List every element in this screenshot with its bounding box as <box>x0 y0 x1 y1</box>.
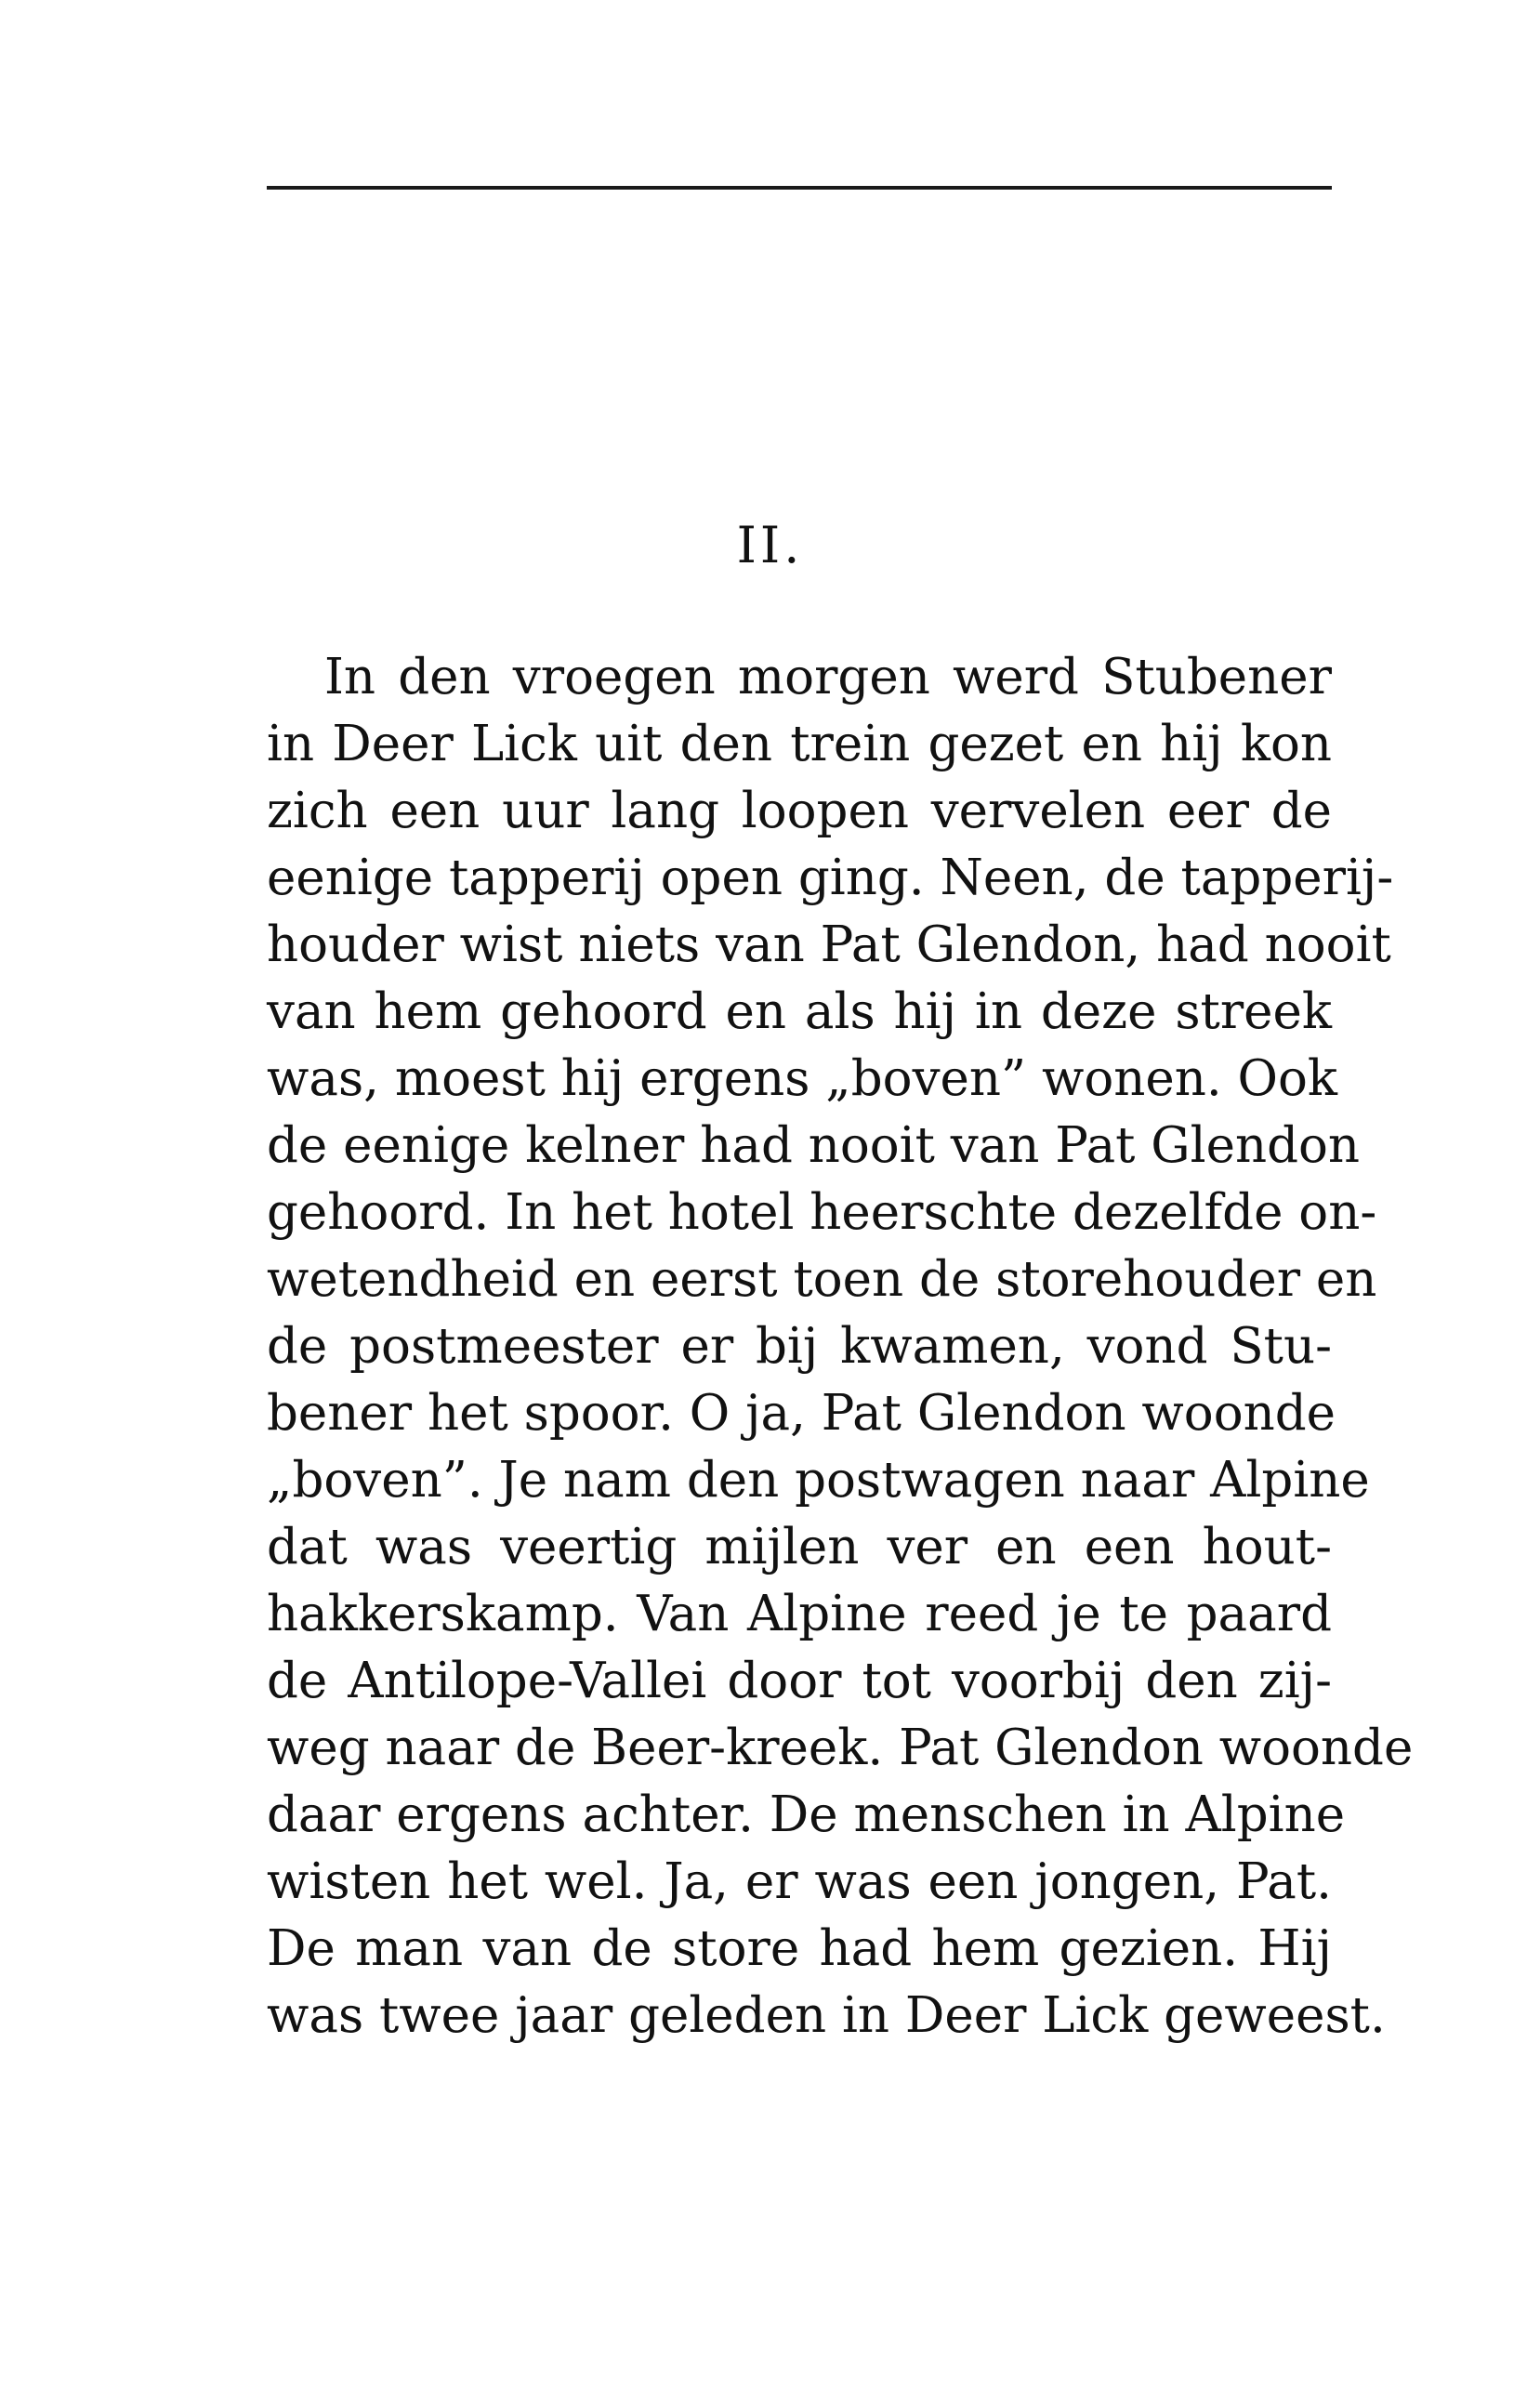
text-line: De man van de store had hem gezien. Hij <box>267 1920 1332 1977</box>
text-line: was, moest hij ergens „boven” wonen. Ook <box>267 1050 1338 1107</box>
text-line: de eenige kelner had nooit van Pat Glendon <box>267 1117 1361 1174</box>
text-line: „boven”. Je nam den postwagen naar Alpine <box>267 1452 1370 1509</box>
text-line: gehoord. In het hotel heerschte dezelfde on- <box>267 1184 1377 1241</box>
text-line: was twee jaar geleden in Deer Lick geweest. <box>267 1987 1386 2044</box>
text-line: houder wist niets van Pat Glendon, had nooit <box>267 916 1391 973</box>
text-line: daar ergens achter. De menschen in Alpine <box>267 1786 1346 1843</box>
text-line: weg naar de Beer-kreek. Pat Glendon woonde <box>267 1720 1414 1776</box>
text-line: zich een uur lang loopen vervelen eer de <box>267 783 1332 839</box>
top-rule <box>267 186 1332 190</box>
text-line: dat was veertig mijlen ver en een hout- <box>267 1519 1332 1575</box>
text-line: wetendheid en eerst toen de storehouder en <box>267 1251 1377 1308</box>
text-line: hakkerskamp. Van Alpine reed je te paard <box>267 1586 1332 1642</box>
text-line: wisten het wel. Ja, er was een jongen, Pat. <box>267 1853 1332 1910</box>
body-paragraph <box>267 644 1414 2050</box>
text-line: de Antilope-Vallei door tot voorbij den zij- <box>267 1653 1332 1709</box>
text-line: bener het spoor. O ja, Pat Glendon woonde <box>267 1385 1336 1442</box>
chapter-heading: II. <box>736 516 804 574</box>
text-line: eenige tapperij open ging. Neen, de tapperij- <box>267 850 1394 906</box>
text-line: in Deer Lick uit den trein gezet en hij kon <box>267 716 1332 772</box>
text-line: van hem gehoord en als hij in deze streek <box>267 983 1332 1040</box>
text-line: de postmeester er bij kwamen, vond Stu- <box>267 1318 1332 1375</box>
text-line: In den vroegen morgen werd Stubener <box>324 649 1332 705</box>
